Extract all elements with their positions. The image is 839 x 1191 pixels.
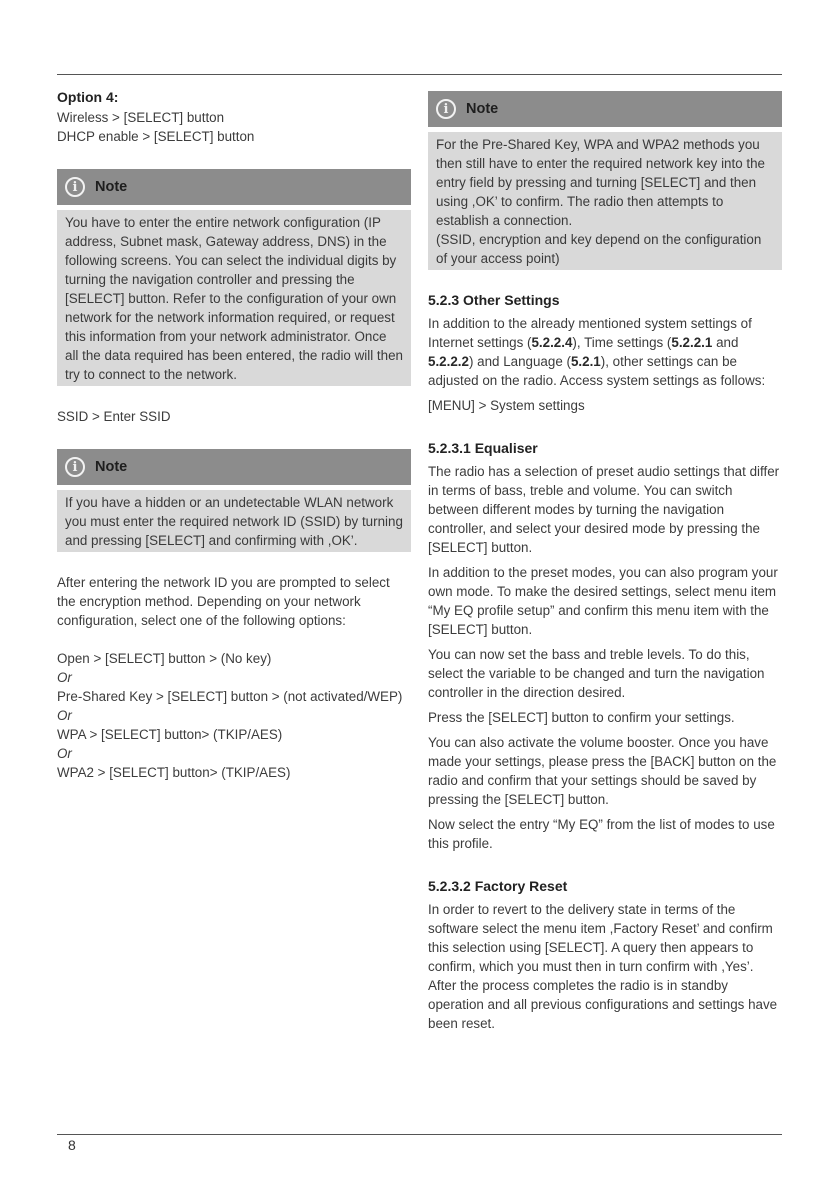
factory-reset-text: In order to revert to the delivery state in terms of the software select the menu item ,Factory Reset’ and confirm this selection using [SELECT]. A query then appears to confirm, which you must then in turn confirm with ,Yes’. After the process completes the radio is in standby operation and all previous configurations and settings have been reset. (428, 902, 778, 1031)
or-separator: Or (57, 708, 72, 723)
or-separator: Or (57, 746, 72, 761)
note-body: You have to enter the entire network configuration (IP address, Subnet mask, Gateway address, DNS) in the following screens. You can select the individual digits by turning the navigation controller and pressing the [SELECT] button. Refer to the configuration of your own network for the network information required, or request this information from your network administrator. Once all the data required has been entered, the radio will then try to connect to the network. (57, 210, 411, 386)
note-box-network-config (57, 169, 411, 386)
note-title: Note (466, 100, 499, 117)
equaliser-paragraph: You can also activate the volume booster. Once you have made your settings, please press the [BACK] button on the radio and confirm that your settings should be saved by pressing the [SELECT] button. (428, 735, 777, 807)
equaliser-paragraph: You can now set the bass and treble levels. To do this, select the variable to be changed and turn the navigation controller in the direction desired. (428, 647, 765, 700)
equaliser-paragraph: The radio has a selection of preset audio settings that differ in terms of bass, treble and volume. You can switch between different modes by turning the navigation controller, and select your desired mode by pressing the [SELECT] button. (428, 464, 780, 555)
encryption-option-open: Open > [SELECT] button > (No key) (57, 651, 272, 666)
top-rule (57, 74, 782, 75)
note-text-extra: (SSID, encryption and key depend on the configuration of your access point) (436, 232, 762, 266)
note-header (57, 169, 411, 205)
note-box-hidden-network (57, 449, 411, 552)
left-column (57, 88, 411, 782)
right-column (428, 91, 782, 1033)
option-line-dhcp: DHCP enable > [SELECT] button (57, 129, 255, 144)
encryption-option-wpa2: WPA2 > [SELECT] button> (TKIP/AES) (57, 765, 291, 780)
note-body (428, 132, 782, 270)
system-settings-path: [MENU] > System settings (428, 398, 585, 413)
note-header (428, 91, 782, 127)
info-icon: i (65, 177, 85, 197)
info-icon: i (436, 99, 456, 119)
other-settings-text: In addition to the already mentioned system settings of Internet settings (5.2.2.4), Time settings (5.2.2.1 and 5.2.2.2) and Language (5.2.1), other settings can be adjusted on the radio. Access system settings as follows: (428, 316, 766, 388)
section-heading-factory-reset: 5.2.3.2 Factory Reset (428, 878, 568, 894)
page-number: 8 (68, 1137, 76, 1153)
note-header (57, 449, 411, 485)
info-icon: i (65, 457, 85, 477)
equaliser-paragraph: In addition to the preset modes, you can also program your own mode. To make the desired settings, select menu item “My EQ profile setup” and confirm this menu item with the [SELECT] button. (428, 565, 778, 637)
equaliser-paragraph: Press the [SELECT] button to confirm your settings. (428, 710, 735, 725)
encryption-option-psk: Pre-Shared Key > [SELECT] button > (not activated/WEP) (57, 689, 403, 704)
encryption-option-wpa: WPA > [SELECT] button> (TKIP/AES) (57, 727, 283, 742)
equaliser-paragraph: Now select the entry “My EQ” from the list of modes to use this profile. (428, 817, 775, 851)
note-box-network-key (428, 91, 782, 270)
option-title: Option 4: (57, 89, 119, 105)
note-body: If you have a hidden or an undetectable WLAN network you must enter the required network ID (SSID) by turning and pressing [SELECT] and confirming with ,OK’. (57, 490, 411, 552)
note-title: Note (95, 458, 128, 475)
or-separator: Or (57, 670, 72, 685)
option-line-wireless: Wireless > [SELECT] button (57, 110, 225, 125)
bottom-rule (57, 1134, 782, 1135)
note-text: For the Pre-Shared Key, WPA and WPA2 methods you then still have to enter the required network key into the entry field by pressing and turning [SELECT] and then using ,OK’ to confirm. The radio then attempts to establish a connection. (436, 137, 766, 228)
encryption-intro: After entering the network ID you are prompted to select the encryption method. Depending on your network configuration, select one of the following options: (57, 575, 390, 628)
section-heading-other-settings: 5.2.3 Other Settings (428, 292, 560, 308)
ssid-line: SSID > Enter SSID (57, 409, 171, 424)
section-heading-equaliser: 5.2.3.1 Equaliser (428, 440, 538, 456)
note-title: Note (95, 178, 128, 195)
encryption-options (57, 649, 411, 782)
